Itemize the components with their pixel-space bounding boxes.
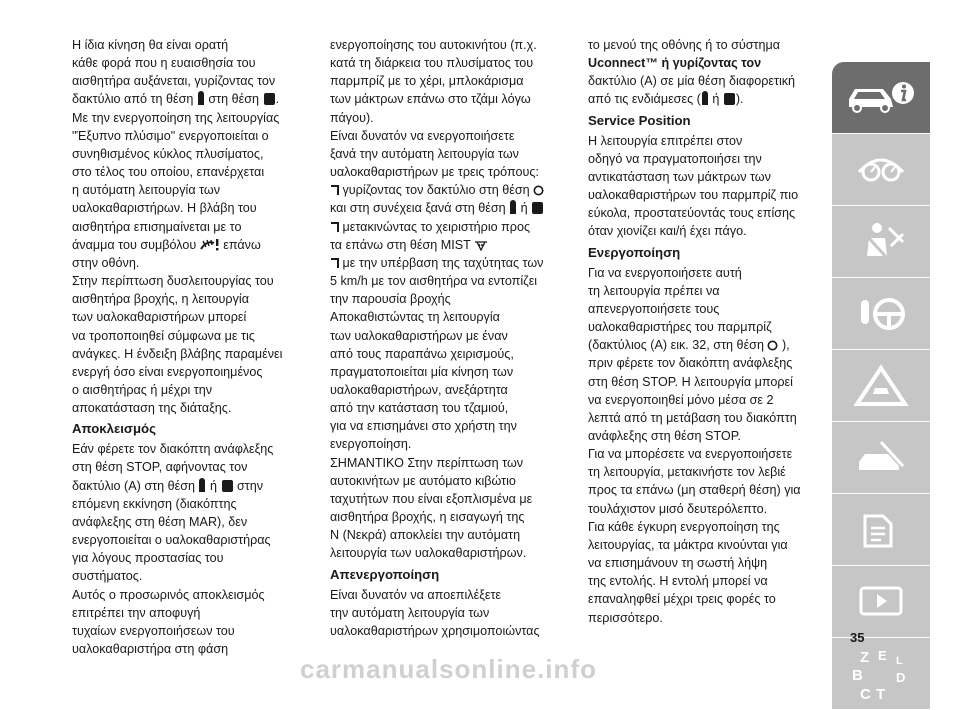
text-line: ή	[209, 478, 217, 493]
text-line: δακτύλιο από τη θέση	[72, 92, 194, 107]
index-letter: E	[878, 647, 887, 663]
text-line: ενεργοποίηση.	[330, 437, 412, 452]
text-line: στη θέση STOP, αφήνοντας τον	[72, 460, 248, 475]
paragraph	[72, 109, 298, 272]
text-line: επάνω	[223, 237, 261, 252]
index-letter: T	[876, 685, 886, 703]
paragraph	[72, 272, 298, 417]
key-steering-icon	[851, 292, 911, 336]
text-line: ανάγκες. Η ένδειξη βλάβης παραμένει	[72, 346, 283, 361]
text-line: ξανά την αυτόματη λειτουργία των	[330, 146, 519, 161]
text-line: επαναληφθεί μέχρι τρεις φορές το	[588, 592, 776, 607]
text-line: για λόγους προστασίας του	[72, 551, 224, 566]
text-line: συνηθισμένος κύκλος πλυσίματος,	[72, 146, 264, 161]
car-info-icon	[843, 75, 919, 121]
mist-icon	[474, 240, 488, 251]
text-line: προς τα επάνω (μη σταθερή θέση) για	[588, 483, 801, 498]
text-line: αποκατάσταση της διάταξης.	[72, 401, 232, 416]
text-line: Για να μπορέσετε να ενεργοποιήσετε	[588, 447, 793, 462]
chapter-tab-dashboard[interactable]	[832, 134, 930, 205]
text-line: Στην περίπτωση δυσλειτουργίας του	[72, 274, 274, 289]
index-letter: C	[860, 685, 871, 703]
text-line: την παρουσία βροχής	[330, 292, 451, 307]
text-line: αντικατάσταση των μάκτρων των	[588, 169, 771, 184]
text-line: (δακτύλιος (A) εικ. 32, στη θέση	[588, 338, 764, 353]
text-line: ενεργοποίησης του αυτοκινήτου (π.χ.	[330, 38, 537, 52]
text-line: τα επάνω στη θέση MIST	[330, 237, 471, 252]
text-line: Για να ενεργοποιήσετε αυτή	[588, 265, 742, 280]
text-line: να επισημάνουν τη σωστή λήψη	[588, 556, 768, 571]
text-line: τη λειτουργία πρέπει να	[588, 283, 720, 298]
auto-position-icon	[724, 93, 735, 105]
text-line: ενεργοποιείται ο υαλοκαθαριστήρας	[72, 533, 271, 548]
section-heading-service-position: Service Position	[588, 112, 691, 128]
text-line: να ενεργοποιηθεί μόνο μέσα σε 2	[588, 392, 774, 407]
text-line: Αποκαθιστώντας τη λειτουργία	[330, 310, 500, 325]
text-line: ανάφλεξης στη θέση MAR), δεν	[72, 514, 248, 529]
text-line: N (Νεκρά) αποκλείει την αυτόματη	[330, 528, 521, 543]
text-line: από την κατάσταση του τζαμιού,	[330, 401, 509, 416]
alphabetical-index-icon	[846, 644, 916, 704]
text-line: αισθητήρα βροχής, η λειτουργία	[72, 292, 249, 307]
text-line: όταν χιονίζει και/ή έχει πάγο.	[588, 224, 747, 239]
text-line: στην οθόνη.	[72, 255, 140, 270]
text-column-2	[330, 36, 556, 640]
section-heading-activation: Ενεργοποίηση	[588, 244, 681, 260]
intermittent-position-icon	[198, 91, 204, 105]
text-line: των υαλοκαθαριστήρων με έναν	[330, 328, 508, 343]
text-line: με την υπέρβαση της ταχύτητας των	[342, 255, 544, 270]
text-line: γυρίζοντας τον δακτύλιο στη θέση	[342, 183, 530, 198]
auto-position-icon	[264, 93, 275, 105]
warning-triangle-icon	[851, 364, 911, 408]
text-line: Είναι δυνατόν να αποεπιλέξετε	[330, 587, 502, 602]
bullet-arrow-icon	[330, 185, 339, 196]
text-line: αισθητήρα αυξάνεται, γυρίζοντας τον	[72, 74, 276, 89]
intermittent-position-icon	[510, 200, 516, 214]
text-line: κάθε φορά που η ευαισθησία του	[72, 56, 256, 71]
index-letter: Z	[860, 648, 870, 666]
text-line: κατά τη διάρκεια του πλυσίματος του	[330, 56, 534, 71]
paragraph	[330, 36, 556, 127]
text-line: Για κάθε έγκυρη ενεργοποίηση της	[588, 519, 780, 534]
multimedia-icon	[851, 580, 911, 624]
paragraph	[330, 127, 556, 309]
text-line: αυτοκινήτων με αυτόματο κιβώτιο	[330, 473, 516, 488]
text-line: πριν φέρετε τον διακόπτη ανάφλεξης	[588, 356, 793, 371]
text-line: δακτύλιο (A) στη θέση	[72, 478, 195, 493]
text-line: Η ίδια κίνηση θα είναι ορατή	[72, 38, 229, 52]
text-line: πραγματοποιείται μία κίνηση των	[330, 364, 514, 379]
text-line: υαλοκαθαριστήρων, ανεξάρτητα	[330, 382, 508, 397]
auto-position-icon	[532, 202, 543, 214]
intermittent-position-icon	[199, 478, 205, 492]
text-line: ),	[781, 338, 790, 353]
text-line: την αυτόματη λειτουργία των	[330, 605, 490, 620]
text-line: να τροποποιηθεί σύμφωνα με τις	[72, 328, 255, 343]
text-line: άναμμα του συμβόλου	[72, 237, 197, 252]
text-line: ).	[735, 92, 744, 107]
off-position-icon	[533, 185, 544, 196]
text-line: συστήματος.	[72, 569, 143, 584]
paragraph	[588, 518, 814, 627]
text-line: δακτύλιο (A) σε μία θέση διαφορετική	[588, 74, 796, 89]
text-line: Είναι δυνατόν να ενεργοποιήσετε	[330, 128, 515, 143]
seatbelt-icon	[851, 220, 911, 264]
text-line: Εάν φέρετε τον διακόπτη ανάφλεξης	[72, 442, 274, 457]
chapter-sidebar	[832, 62, 930, 710]
text-line: 5 km/h με τον αισθητήρα να εντοπίζει	[330, 274, 538, 289]
chapter-tab-vehicle-info[interactable]	[832, 62, 930, 133]
text-line: από τους παραπάνω χειρισμούς,	[330, 346, 514, 361]
text-line: ή	[712, 92, 720, 107]
paragraph	[588, 264, 814, 446]
text-column-3	[588, 36, 814, 627]
section-heading-deactivation: Απενεργοποίηση	[330, 566, 440, 582]
auto-position-icon	[222, 480, 233, 492]
paragraph	[588, 445, 814, 518]
text-line: υαλοκαθαριστήρα στη φάση	[72, 642, 229, 656]
paragraph	[72, 440, 298, 585]
text-line: ταχυτήτων που είναι εξοπλισμένα με	[330, 491, 533, 506]
bullet-arrow-icon	[330, 222, 339, 233]
bullet-arrow-icon	[330, 258, 339, 269]
text-line: και στη συνέχεια ξανά στη θέση	[330, 201, 506, 216]
text-line: απενεργοποιήσετε τους	[588, 301, 720, 316]
chapter-tab-emergency[interactable]	[832, 350, 930, 421]
text-line: αισθητήρα βροχής, η εισαγωγή της	[330, 510, 525, 525]
index-letter: D	[896, 669, 906, 685]
text-line: Uconnect™ ή γυρίζοντας τον	[588, 56, 762, 71]
text-line: υαλοκαθαριστήρων με τρεις τρόπους:	[330, 165, 539, 180]
text-line: Η λειτουργία επιτρέπει στον	[588, 133, 743, 148]
text-line: στο τέλος του οποίου, επανέρχεται	[72, 165, 265, 180]
text-line: ανάφλεξης στη θέση STOP.	[588, 428, 741, 443]
text-line: της εντολής. Η εντολή μπορεί να	[588, 574, 768, 589]
text-line: για να επισημάνει στο χρήστη την	[330, 419, 517, 434]
text-line: πάγου).	[330, 110, 374, 125]
text-line: υαλοκαθαριστήρων του παρμπρίζ πιο	[588, 188, 799, 203]
text-line: λειτουργία των υαλοκαθαριστήρων.	[330, 546, 527, 561]
text-line: περισσότερο.	[588, 610, 663, 625]
watermark: carmanualsonline.info	[300, 654, 597, 684]
text-line: ή	[520, 201, 528, 216]
page-number: 35	[850, 630, 865, 645]
text-line: επόμενη εκκίνηση (διακόπτης	[72, 496, 237, 511]
text-line: παρμπρίζ με το χέρι, μπλοκάρισμα	[330, 74, 524, 89]
chapter-tab-maintenance[interactable]	[832, 422, 930, 493]
text-line: λειτουργίας, τα μάκτρα κινούνται για	[588, 537, 788, 552]
text-line: τυχαίων ενεργοποιήσεων του	[72, 623, 235, 638]
paragraph	[588, 36, 814, 109]
off-position-icon	[767, 340, 778, 351]
index-letter: L	[896, 654, 903, 667]
technical-data-icon	[851, 508, 911, 552]
chapter-tab-index[interactable]	[832, 638, 930, 709]
chapter-tab-starting-driving[interactable]	[832, 278, 930, 349]
text-line: υαλοκαθαριστήρων. Η βλάβη του	[72, 201, 257, 216]
text-line: υαλοκαθαριστήρων χρησιμοποιώντας	[330, 623, 540, 638]
text-line: τη λειτουργία, μετακινήστε τον λεβιέ	[588, 465, 786, 480]
text-line: η αυτόματη λειτουργία των	[72, 183, 221, 198]
text-line: ενεργή όσο είναι ενεργοποιημένος	[72, 364, 263, 379]
text-line: λεπτά από τη μετάβαση του διακόπτη	[588, 410, 797, 425]
wrench-car-icon	[851, 436, 911, 480]
paragraph	[72, 586, 298, 659]
text-line: αισθητήρα επισημαίνεται με το	[72, 219, 242, 234]
text-line: ο αισθητήρας ή μέχρι την	[72, 382, 213, 397]
text-line: στη θέση STOP. Η λειτουργία μπορεί	[588, 374, 793, 389]
chapter-tab-multimedia[interactable]	[832, 566, 930, 637]
text-line: μετακινώντας το χειριστήριο προς	[342, 219, 531, 234]
text-column-1	[72, 36, 298, 658]
index-letter: B	[852, 666, 863, 684]
dashboard-icon	[851, 150, 911, 190]
text-line: επιτρέπει την αποφυγή	[72, 605, 201, 620]
chapter-tab-technical-data[interactable]	[832, 494, 930, 565]
text-line: "Έξυπνο πλύσιμο" ενεργοποιείται ο	[72, 128, 269, 143]
text-line: το μενού της οθόνης ή το σύστημα	[588, 38, 781, 52]
text-line: από τις ενδιάμεσες (	[588, 92, 701, 107]
intermittent-position-icon	[702, 91, 708, 105]
text-line: ΣΗΜΑΝΤΙΚΟ Στην περίπτωση των	[330, 455, 524, 470]
chapter-tab-safety[interactable]	[832, 206, 930, 277]
text-line: οδηγό να πραγματοποιήσει την	[588, 151, 762, 166]
paragraph	[330, 454, 556, 563]
text-line: των υαλοκαθαριστήρων μπορεί	[72, 310, 247, 325]
text-line: υαλοκαθαριστήρες του παρμπρίζ	[588, 320, 772, 335]
text-line: στην	[237, 478, 264, 493]
text-line: εύκολα, προστατεύοντάς τους επίσης	[588, 206, 796, 221]
text-line: των μάκτρων επάνω στο τζάμι λόγω	[330, 92, 531, 107]
section-heading-lock: Αποκλεισμός	[72, 421, 156, 437]
rain-sensor-failure-icon	[200, 238, 220, 251]
text-line: στη θέση	[208, 92, 260, 107]
paragraph	[330, 586, 556, 640]
text-line: Με την ενεργοποίηση της λειτουργίας	[72, 110, 280, 125]
paragraph: Η ίδια κίνηση θα είναι ορατή κάθε φορά που η ευαισθησία του αισθητήρα αυξάνεται, γυρίζοντας τον δακτύλιο από τη θέση στη θέση .	[72, 38, 280, 107]
text-line: τουλάχιστον μισό δευτερόλεπτο.	[588, 501, 768, 516]
paragraph	[588, 132, 814, 241]
text-line: Αυτός ο προσωρινός αποκλεισμός	[72, 587, 265, 602]
paragraph	[330, 308, 556, 453]
